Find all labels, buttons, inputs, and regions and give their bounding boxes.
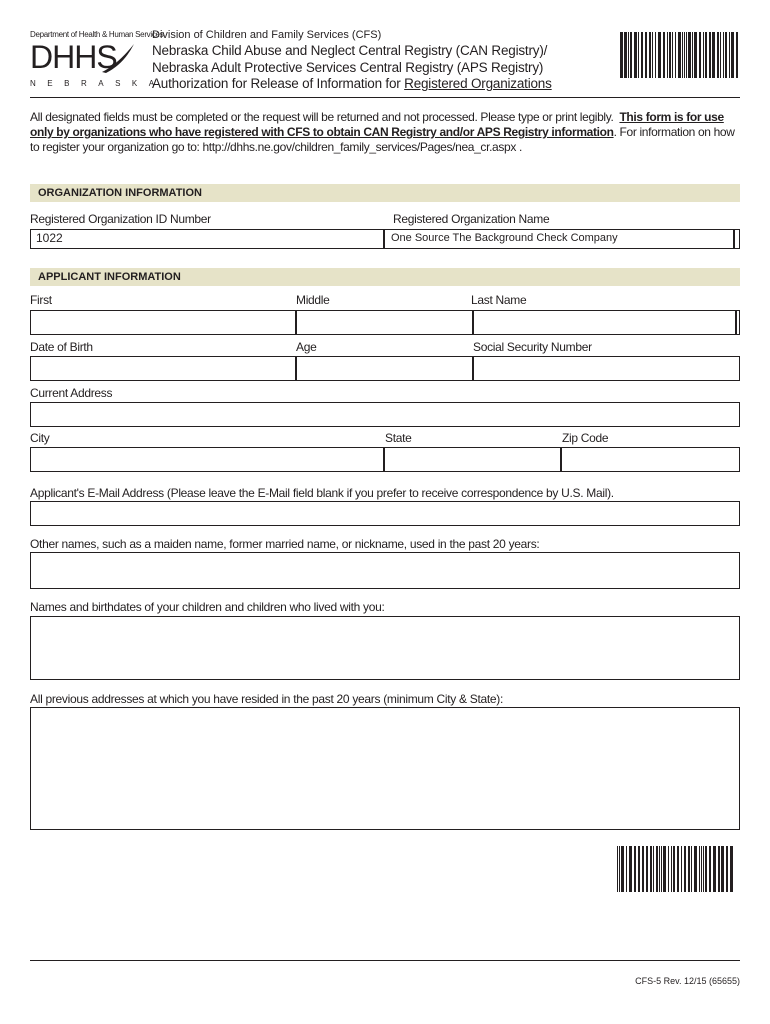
barcode-bar	[717, 32, 719, 78]
city-label: City	[30, 431, 50, 445]
zip-label: Zip Code	[562, 431, 609, 445]
previous-addresses-field[interactable]	[30, 707, 740, 830]
barcode-bar	[617, 846, 618, 892]
age-field[interactable]	[298, 357, 472, 380]
city-field[interactable]	[31, 448, 383, 471]
ssn-field[interactable]	[475, 357, 739, 380]
barcode-bar	[663, 846, 666, 892]
last-name-label: Last Name	[471, 293, 527, 307]
barcode-bar	[691, 846, 692, 892]
barcode-bar	[653, 846, 654, 892]
barcode-bar	[652, 32, 653, 78]
last-name-field[interactable]	[475, 311, 731, 334]
barcode-bar	[701, 846, 702, 892]
form-title-line3-prefix: Authorization for Release of Information for	[152, 76, 405, 91]
form-title-line2: Nebraska Adult Protective Services Central Registry (APS Registry)	[152, 60, 544, 75]
barcode-bar	[630, 32, 632, 78]
children-field[interactable]	[30, 616, 740, 680]
barcode-bar	[712, 32, 715, 78]
name-row	[30, 310, 740, 335]
form-title-line1: Nebraska Child Abuse and Neglect Central Registry (CAN Registry)/	[152, 43, 548, 58]
intro-bold-text: This form is for use only by organizations who have registered with CFS to obtain CAN Registry and/or APS Registry information	[30, 110, 724, 139]
first-name-label: First	[30, 293, 52, 307]
field-divider	[560, 448, 562, 471]
logo-dhhs: DHHS	[30, 39, 117, 75]
intro-text-1: All designated fields must be completed or the request will be returned and not processed. Please type or print legibly.	[30, 110, 614, 124]
zip-field[interactable]	[563, 448, 739, 471]
barcode-bar	[699, 846, 700, 892]
barcode-bar	[681, 846, 682, 892]
ssn-label: Social Security Number	[473, 340, 592, 354]
barcode-bar	[709, 846, 711, 892]
barcode-bar	[705, 846, 707, 892]
form-title-line3-underlined: Registered Organizations	[404, 76, 552, 91]
email-field[interactable]	[30, 501, 740, 526]
barcode-bar	[723, 32, 724, 78]
barcode-bar	[650, 846, 652, 892]
barcode-bar	[726, 846, 728, 892]
barcode-bar	[731, 32, 734, 78]
barcode-bar	[718, 846, 720, 892]
form-title-line3	[152, 76, 552, 91]
field-divider	[472, 357, 474, 380]
barcode-bar	[684, 32, 685, 78]
age-label: Age	[296, 340, 317, 354]
barcode-bottom	[617, 846, 737, 892]
field-divider	[295, 311, 297, 334]
barcode-bar	[694, 32, 697, 78]
field-divider	[383, 448, 385, 471]
barcode-bar	[703, 846, 704, 892]
form-code: CFS-5 Rev. 12/15 (65655)	[635, 976, 740, 986]
barcode-bar	[682, 32, 683, 78]
current-address-label: Current Address	[30, 386, 113, 400]
dob-field[interactable]	[31, 357, 295, 380]
barcode-bar	[626, 846, 627, 892]
barcode-bar	[629, 846, 632, 892]
intro-text-2: . For information on how to register your organization go to: http://dhhs.ne.gov/children_family_services/Pages/nea_cr.aspx .	[30, 125, 735, 154]
barcode-bar	[641, 32, 643, 78]
barcode-bar	[642, 846, 644, 892]
barcode-bar	[729, 32, 730, 78]
barcode-bar	[688, 846, 690, 892]
barcode-bar	[673, 846, 675, 892]
barcode-bar	[620, 32, 623, 78]
barcode-bar	[655, 32, 656, 78]
barcode-bar	[634, 32, 637, 78]
dob-age-ssn-row	[30, 356, 740, 381]
field-divider	[733, 230, 735, 248]
division-title: Division of Children and Family Services (CFS)	[152, 29, 382, 41]
applicant-section-header: APPLICANT INFORMATION	[30, 268, 740, 286]
barcode-bar	[649, 32, 651, 78]
barcode-bar	[730, 846, 733, 892]
barcode-bar	[694, 846, 697, 892]
barcode-bar	[646, 846, 648, 892]
state-label: State	[385, 431, 412, 445]
barcode-bar	[736, 32, 738, 78]
org-info-row	[30, 229, 740, 249]
middle-name-field[interactable]	[298, 311, 470, 334]
barcode-bar	[669, 32, 671, 78]
barcode-bar	[725, 32, 727, 78]
barcode-bar	[684, 846, 686, 892]
barcode-bar	[675, 32, 676, 78]
other-names-label: Other names, such as a maiden name, former married name, or nickname, used in the past 20 years:	[30, 537, 540, 551]
previous-addresses-label: All previous addresses at which you have resided in the past 20 years (minimum City & State):	[30, 692, 503, 706]
barcode-bar	[699, 32, 701, 78]
field-divider	[735, 311, 737, 334]
email-label: Applicant's E-Mail Address (Please leave the E-Mail field blank if you prefer to receive correspondence by U.S. Mail).	[30, 486, 614, 500]
barcode-bar	[678, 32, 681, 78]
org-id-field[interactable]: 1022	[36, 231, 63, 245]
barcode-bar	[713, 846, 716, 892]
dob-label: Date of Birth	[30, 340, 93, 354]
barcode-bar	[624, 32, 627, 78]
barcode-bar	[671, 846, 672, 892]
field-divider	[295, 357, 297, 380]
middle-name-label: Middle	[296, 293, 330, 307]
barcode-bar	[686, 32, 687, 78]
barcode-bar	[677, 846, 679, 892]
barcode-bar	[663, 32, 665, 78]
barcode-bar	[659, 846, 660, 892]
barcode-bar	[688, 32, 691, 78]
barcode-bar	[672, 32, 673, 78]
header-rule	[30, 97, 740, 98]
footer-rule	[30, 960, 740, 961]
barcode-bar	[619, 846, 620, 892]
barcode-bar	[638, 32, 639, 78]
barcode-bar	[667, 32, 668, 78]
current-address-field[interactable]	[30, 402, 740, 427]
state-field[interactable]	[386, 448, 560, 471]
barcode-bar	[709, 32, 711, 78]
org-name-label: Registered Organization Name	[393, 212, 550, 226]
org-id-label: Registered Organization ID Number	[30, 212, 211, 226]
barcode-top	[620, 32, 740, 78]
logo-department-text: Department of Health & Human Services	[30, 30, 164, 39]
barcode-bar	[661, 846, 662, 892]
field-divider	[472, 311, 474, 334]
intro-paragraph	[30, 110, 745, 155]
barcode-bar	[621, 846, 624, 892]
barcode-bar	[645, 32, 647, 78]
barcode-bar	[668, 846, 669, 892]
other-names-field[interactable]	[30, 552, 740, 589]
barcode-bar	[628, 32, 629, 78]
organization-section-header: ORGANIZATION INFORMATION	[30, 184, 740, 202]
barcode-bar	[705, 32, 707, 78]
barcode-bar	[703, 32, 704, 78]
barcode-bar	[720, 32, 721, 78]
dhhs-swoosh-icon	[100, 42, 136, 74]
city-state-zip-row	[30, 447, 740, 472]
barcode-bar	[638, 846, 640, 892]
barcode-bar	[658, 32, 661, 78]
first-name-field[interactable]	[31, 311, 295, 334]
barcode-bar	[656, 846, 658, 892]
barcode-bar	[692, 32, 693, 78]
barcode-bar	[721, 846, 724, 892]
field-divider	[383, 230, 385, 248]
logo-nebraska: NEBRASKA	[30, 79, 166, 88]
org-name-field[interactable]: One Source The Background Check Company	[391, 232, 618, 244]
children-label: Names and birthdates of your children and children who lived with you:	[30, 600, 385, 614]
barcode-bar	[634, 846, 636, 892]
